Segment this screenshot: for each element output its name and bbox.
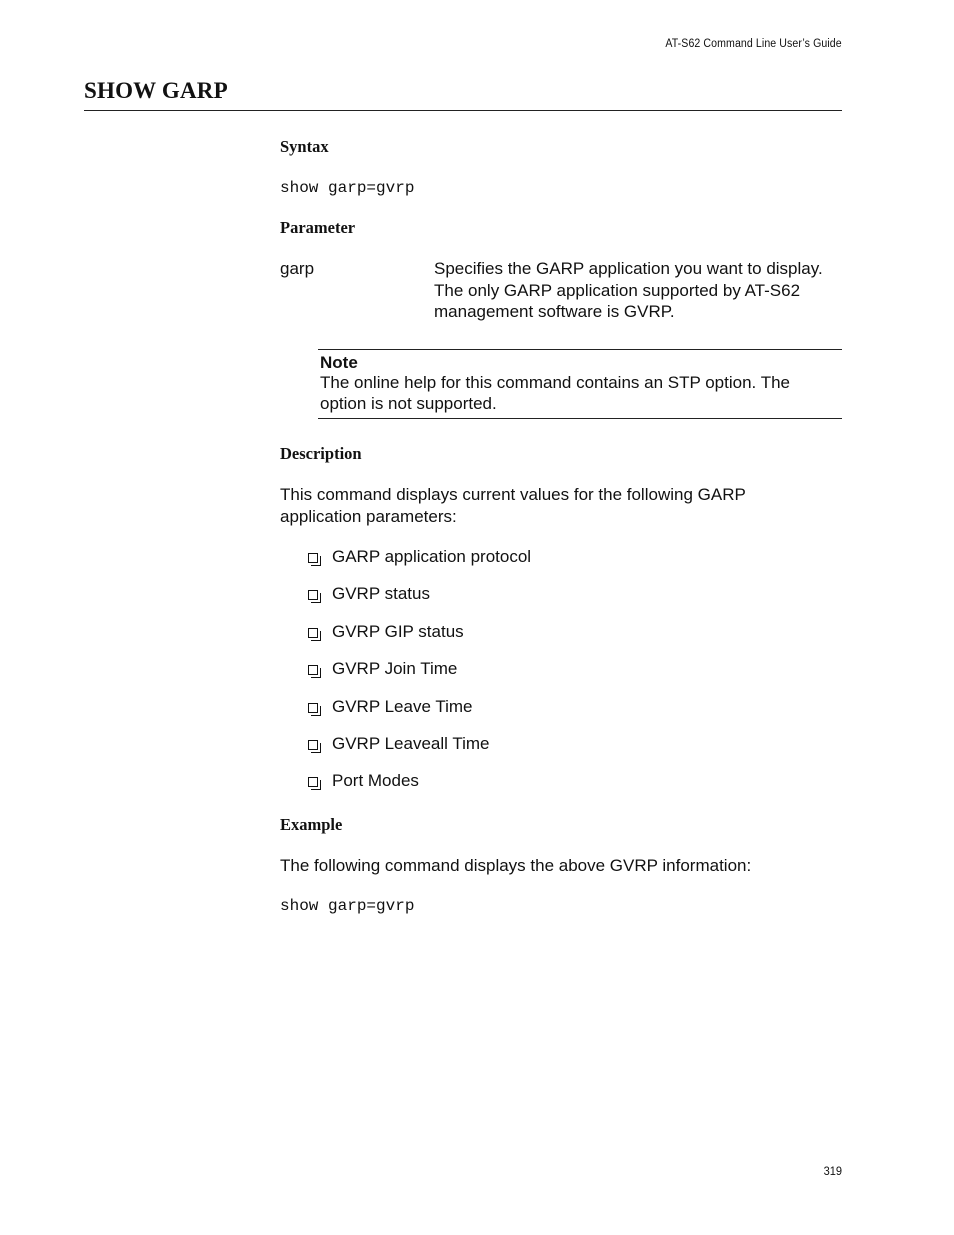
- checkbox-icon: [308, 665, 318, 675]
- note-title: Note: [320, 352, 358, 372]
- checkbox-icon: [308, 553, 318, 563]
- example-command: show garp=gvrp: [280, 897, 415, 915]
- list-item-label: GVRP Leave Time: [332, 697, 473, 716]
- list-item: [308, 770, 419, 792]
- parameter-heading: Parameter: [280, 218, 356, 237]
- example-heading: Example: [280, 815, 343, 834]
- example-text: The following command displays the above GVRP information:: [280, 856, 752, 875]
- list-item: [308, 546, 531, 568]
- note-box: [318, 349, 842, 419]
- list-item: [308, 583, 430, 605]
- list-item-label: Port Modes: [332, 771, 419, 790]
- checkbox-icon: [308, 590, 318, 600]
- list-item-label: GVRP Join Time: [332, 659, 458, 678]
- running-header: AT-S62 Command Line User’s Guide: [665, 38, 842, 50]
- checkbox-icon: [308, 740, 318, 750]
- list-item: [308, 621, 464, 643]
- checkbox-icon: [308, 703, 318, 713]
- checkbox-icon: [308, 628, 318, 638]
- list-item: [308, 733, 489, 755]
- syntax-command: show garp=gvrp: [280, 179, 415, 197]
- list-item-label: GVRP Leaveall Time: [332, 734, 490, 753]
- parameter-description: Specifies the GARP application you want to display. The only GARP application supported by AT-S62 management software is GVRP.: [434, 259, 823, 321]
- page-number: 319: [823, 1164, 842, 1178]
- list-item-label: GVRP GIP status: [332, 622, 464, 641]
- description-heading: Description: [280, 444, 362, 463]
- note-text: The online help for this command contains an STP option. The option is not supported.: [320, 372, 790, 413]
- description-intro: This command displays current values for the following GARP application parameters:: [280, 485, 746, 526]
- list-item: [308, 696, 472, 718]
- list-item-label: GARP application protocol: [332, 547, 532, 566]
- list-item: [308, 658, 457, 680]
- syntax-heading: Syntax: [280, 137, 329, 156]
- parameter-name: garp: [280, 259, 315, 278]
- title-rule: [84, 110, 842, 111]
- list-item-label: GVRP status: [332, 584, 430, 603]
- checkbox-icon: [308, 777, 318, 787]
- page-title: SHOW GARP: [84, 78, 228, 103]
